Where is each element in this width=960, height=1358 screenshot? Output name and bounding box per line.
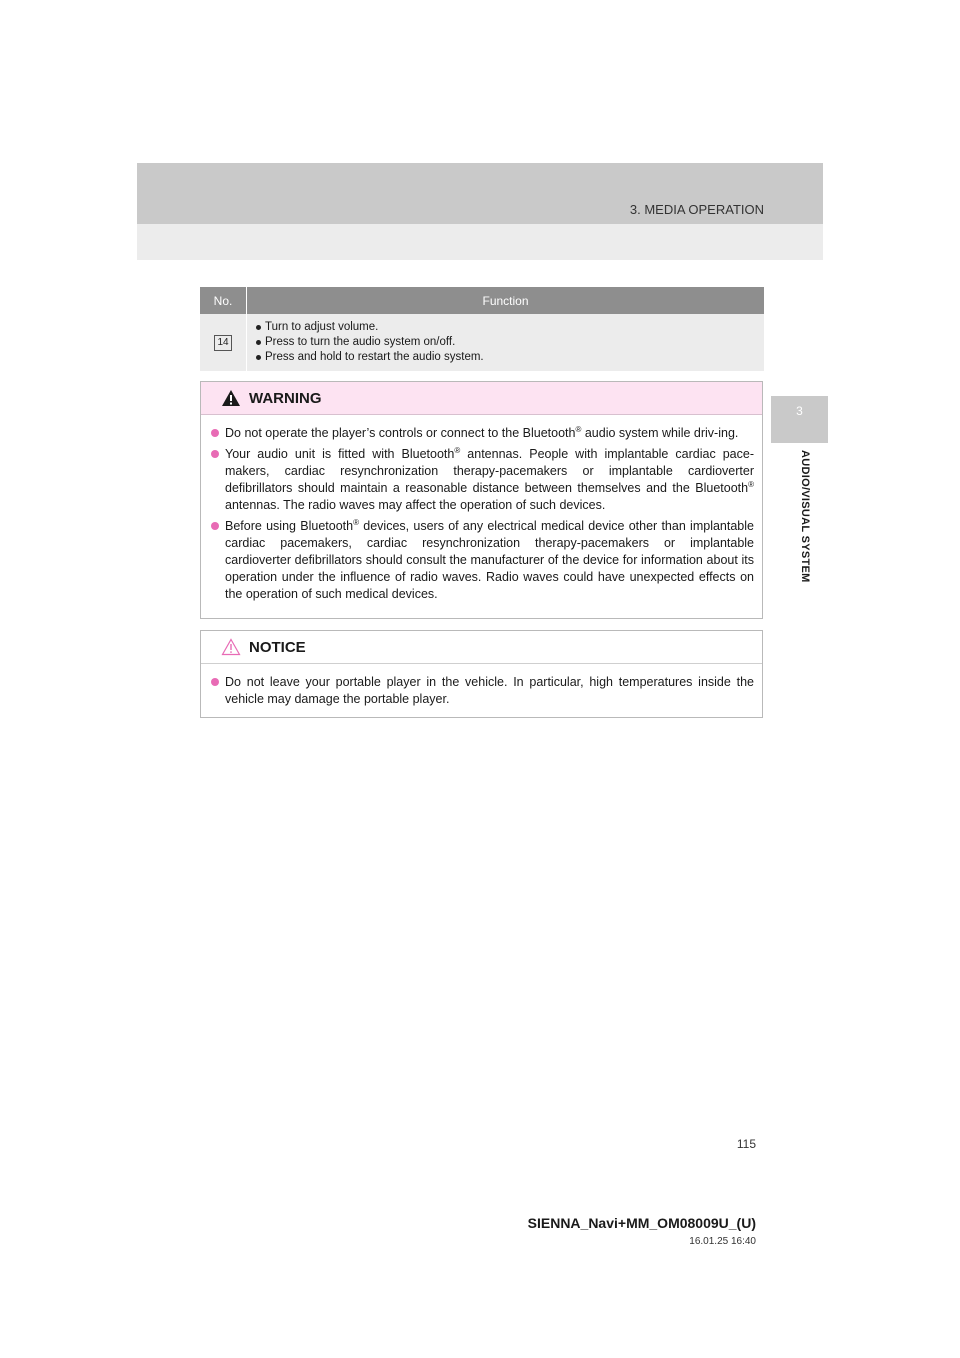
warning-text: Before using Bluetooth [225, 519, 354, 533]
list-item: Turn to adjust volume. [255, 320, 756, 335]
warning-text: Do not operate the player’s controls or connect to the Bluetooth [225, 426, 576, 440]
notice-title: NOTICE [249, 638, 306, 656]
registered-mark: ® [575, 424, 582, 434]
row-number-cell [200, 314, 247, 371]
row-function-cell [247, 314, 765, 371]
column-header-function: Function [247, 287, 765, 314]
table-row [200, 314, 764, 371]
notice-header [201, 631, 762, 664]
registered-mark: ® [353, 517, 359, 527]
chapter-tab-number: 3 [771, 396, 828, 443]
warning-text: antennas. The radio waves may affect the operation of such devices. [225, 498, 606, 512]
section-title: 3. MEDIA OPERATION [629, 202, 764, 217]
list-item: Press and hold to restart the audio system. [255, 350, 756, 365]
row-number-badge: 14 [214, 335, 232, 351]
document-date: 16.01.25 16:40 [689, 1236, 756, 1247]
chapter-tab-label-text: AUDIO/VISUAL SYSTEM [799, 450, 811, 583]
document-id: SIENNA_Navi+MM_OM08009U_(U) [527, 1215, 756, 1231]
warning-paragraph-3 [211, 518, 754, 603]
function-table [200, 287, 764, 371]
chapter-tab-label [786, 450, 816, 610]
list-item: Press to turn the audio system on/off. [255, 335, 756, 350]
table-header-row [200, 287, 764, 314]
warning-text: devices, users of any electrical medical device other than implantable cardiac pacemakers, cardiac resynchronization therapy-pacemakers or implantable cardioverter defibrillators should consult the manufacturer of the device for information about its operation under the influence of radio waves. Radio waves could have unexpected effects on the operation of such medical devices. [225, 519, 754, 601]
registered-mark: ® [454, 445, 461, 455]
warning-header [201, 382, 762, 415]
notice-body [201, 664, 762, 708]
warning-text: Your audio unit is fitted with Bluetooth [225, 447, 455, 461]
function-list [247, 316, 764, 369]
warning-text: antennas. People with implantable cardiac pace-makers, cardiac resynchronization therapy-pacemakers or implantable cardioverter defibrillators should maintain a reasonable distance between themselves and the Bluetooth [225, 447, 754, 495]
warning-title: WARNING [249, 389, 322, 407]
notice-box [200, 630, 763, 718]
warning-triangle-icon [221, 389, 241, 407]
warning-box [200, 381, 763, 619]
page-number: 115 [736, 1137, 756, 1151]
warning-body [201, 415, 762, 603]
registered-mark: ® [748, 479, 754, 489]
warning-paragraph-1 [211, 425, 754, 442]
warning-paragraph-2 [211, 446, 754, 514]
warning-text: audio system while driv-ing. [581, 426, 739, 440]
caution-triangle-icon [221, 638, 241, 656]
page-header-subband [137, 224, 823, 260]
notice-paragraph-1: Do not leave your portable player in the vehicle. In particular, high temperatures inside the vehicle may damage the portable player. [211, 674, 754, 708]
column-header-no: No. [200, 287, 247, 314]
